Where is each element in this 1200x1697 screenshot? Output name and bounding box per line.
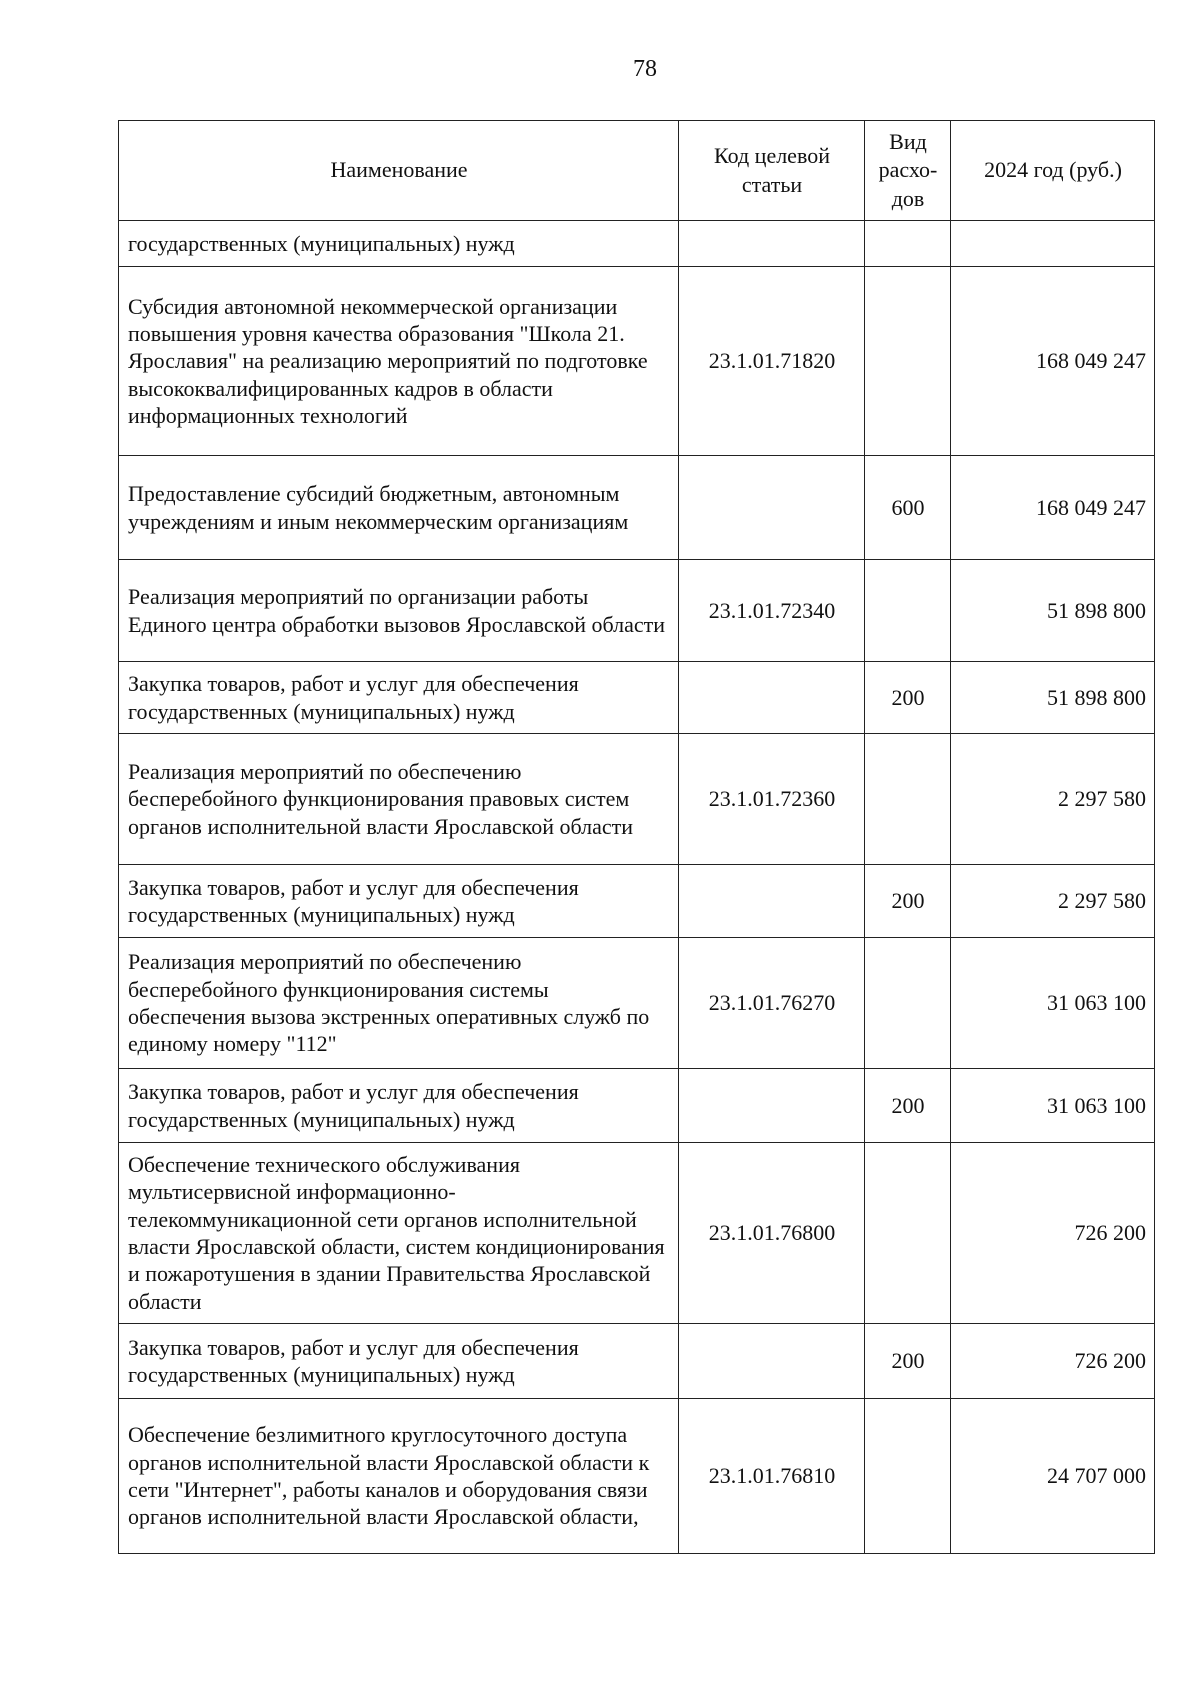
row-name: Закупка товаров, работ и услуг для обеспечения государственных (муниципальных) нужд	[119, 865, 679, 938]
row-type: 200	[865, 865, 951, 938]
table-header-row	[119, 121, 1155, 221]
row-name: Реализация мероприятий по организации работы Единого центра обработки вызовов Ярославской области	[119, 560, 679, 662]
row-amount	[951, 221, 1155, 267]
row-code: 23.1.01.71820	[679, 267, 865, 456]
table-row	[119, 734, 1155, 865]
row-type	[865, 1399, 951, 1554]
table-row	[119, 1069, 1155, 1143]
row-name: Обеспечение технического обслуживания мультисервисной информационно-телекоммуникационной сети органов исполнительной власти Ярославской области, систем кондиционирования и пожаротушения в здании Правительства Ярославской области	[119, 1143, 679, 1324]
row-name: государственных (муниципальных) нужд	[119, 221, 679, 267]
row-amount: 168 049 247	[951, 267, 1155, 456]
table-row	[119, 1143, 1155, 1324]
row-name: Обеспечение безлимитного круглосуточного доступа органов исполнительной власти Ярославской области к сети "Интернет", работы каналов и оборудования связи органов исполнительной власти Ярославской области,	[119, 1399, 679, 1554]
row-type: 200	[865, 662, 951, 734]
table-row	[119, 938, 1155, 1069]
row-amount: 31 063 100	[951, 938, 1155, 1069]
row-code	[679, 865, 865, 938]
row-code: 23.1.01.76270	[679, 938, 865, 1069]
row-code	[679, 1069, 865, 1143]
table-row	[119, 267, 1155, 456]
table-row	[119, 1324, 1155, 1399]
budget-table	[118, 120, 1155, 1554]
row-code	[679, 662, 865, 734]
row-type	[865, 938, 951, 1069]
row-amount: 24 707 000	[951, 1399, 1155, 1554]
table-row	[119, 456, 1155, 560]
row-type	[865, 221, 951, 267]
row-amount: 168 049 247	[951, 456, 1155, 560]
row-type	[865, 734, 951, 865]
table-row	[119, 865, 1155, 938]
row-amount: 726 200	[951, 1324, 1155, 1399]
row-code	[679, 1324, 865, 1399]
header-code: Код целевой статьи	[679, 121, 865, 221]
row-name: Субсидия автономной некоммерческой организации повышения уровня качества образования "Школа 21. Ярославия" на реализацию мероприятий по подготовке высококвалифицированных кадров в области информационных технологий	[119, 267, 679, 456]
row-code: 23.1.01.72340	[679, 560, 865, 662]
row-name: Реализация мероприятий по обеспечению бесперебойного функционирования правовых систем органов исполнительной власти Ярославской области	[119, 734, 679, 865]
header-amount: 2024 год (руб.)	[951, 121, 1155, 221]
page-number: 78	[633, 56, 657, 82]
row-name: Реализация мероприятий по обеспечению бесперебойного функционирования системы обеспечения вызова экстренных оперативных служб по единому номеру "112"	[119, 938, 679, 1069]
row-type: 200	[865, 1324, 951, 1399]
row-amount: 2 297 580	[951, 734, 1155, 865]
header-type: Вид расхо-дов	[865, 121, 951, 221]
table-row	[119, 560, 1155, 662]
table-row	[119, 221, 1155, 267]
row-amount: 31 063 100	[951, 1069, 1155, 1143]
row-name: Закупка товаров, работ и услуг для обеспечения государственных (муниципальных) нужд	[119, 662, 679, 734]
header-name: Наименование	[119, 121, 679, 221]
row-type	[865, 267, 951, 456]
table-row	[119, 662, 1155, 734]
row-code: 23.1.01.72360	[679, 734, 865, 865]
row-code	[679, 221, 865, 267]
row-amount: 51 898 800	[951, 662, 1155, 734]
row-code: 23.1.01.76800	[679, 1143, 865, 1324]
table-row	[119, 1399, 1155, 1554]
row-type: 600	[865, 456, 951, 560]
row-type	[865, 560, 951, 662]
row-code	[679, 456, 865, 560]
row-name: Закупка товаров, работ и услуг для обеспечения государственных (муниципальных) нужд	[119, 1069, 679, 1143]
row-amount: 2 297 580	[951, 865, 1155, 938]
row-code: 23.1.01.76810	[679, 1399, 865, 1554]
row-type: 200	[865, 1069, 951, 1143]
row-type	[865, 1143, 951, 1324]
row-amount: 726 200	[951, 1143, 1155, 1324]
row-name: Предоставление субсидий бюджетным, автономным учреждениям и иным некоммерческим организациям	[119, 456, 679, 560]
row-name: Закупка товаров, работ и услуг для обеспечения государственных (муниципальных) нужд	[119, 1324, 679, 1399]
row-amount: 51 898 800	[951, 560, 1155, 662]
